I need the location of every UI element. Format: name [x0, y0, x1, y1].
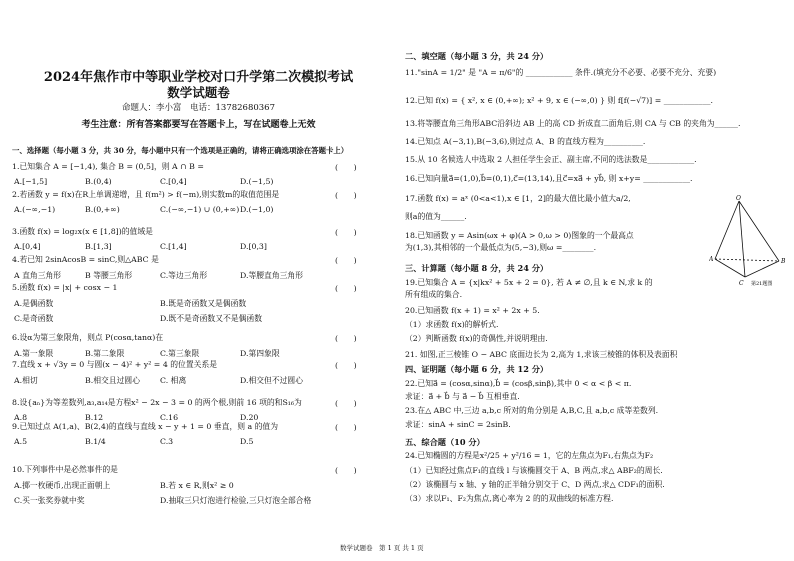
- section-proof-heading: 四、证明题（每小题 6 分，共 12 分）: [405, 364, 549, 374]
- choice-option: A.(−∞,−1): [14, 205, 56, 214]
- choice-question-2: 2.若函数 y = f(x)在R上单调递增，且 f(m²) > f(−m),则实数m的取值范围是: [12, 190, 280, 199]
- choice-option: D.5: [240, 437, 254, 446]
- fill-question-17-cont: 则a的值为______.: [405, 212, 467, 221]
- section-choice-heading: 一、选择题（每小题 3 分，共 30 分，每小题中只有一个选项是正确的，请将正确选项涂在答题卡上）: [12, 146, 349, 155]
- choice-option: A.掷一枚硬币,出现正面朝上: [14, 481, 111, 490]
- choice-option: D.既不是奇函数又不是偶函数: [160, 314, 263, 323]
- choice-option: C.等边三角形: [160, 271, 208, 280]
- answer-paren: ( ): [335, 399, 357, 408]
- edge-cb: [745, 261, 779, 277]
- choice-question-9: 9.已知过点 A(1,a)、B(2,4)的直线与直线 x − y + 1 = 0 垂直，则 a 的值为: [12, 422, 279, 431]
- comp-question-24: 24.已知椭圆的方程是x²/25 + y²/16 = 1，它的左焦点为F₁,右焦点为F₂: [405, 451, 654, 460]
- answer-paren: ( ): [335, 423, 357, 432]
- label-c: C: [739, 280, 744, 287]
- answer-paren: ( ): [335, 284, 357, 293]
- choice-question-6: 6.设α为第三象限角，则点 P(cosα,tanα)在: [12, 333, 164, 342]
- choice-question-5: 5.函数 f(x) = |x| + cosx − 1: [12, 283, 118, 292]
- choice-option: B.12: [85, 413, 104, 422]
- choice-option: B.1/4: [85, 437, 106, 446]
- choice-option: B.若 x ∈ R,则x² ≥ 0: [160, 481, 234, 490]
- answer-paren: ( ): [335, 361, 357, 370]
- choice-option: C.是奇函数: [14, 314, 54, 323]
- choice-option: D.相交但不过圆心: [240, 376, 304, 385]
- choice-option: D.抽取三只灯泡进行检验,三只灯泡全部合格: [160, 496, 312, 505]
- fill-question-12: 12.已知 f(x) = { x², x ∈ (0,+∞); x² + 9, x ∈ (−∞,0) } 则 f[f(−√7)] = ____________.: [405, 96, 713, 105]
- choice-option: C.16: [160, 413, 179, 422]
- proof-question-23-cont: 求证：sinA + sinC = 2sinB.: [405, 420, 511, 429]
- section-comprehensive-heading: 五、综合题（10 分）: [405, 437, 485, 447]
- choice-option: C.[0,4]: [160, 177, 187, 186]
- edge-ab-hidden: [715, 259, 779, 261]
- choice-option: A.8: [14, 413, 28, 422]
- choice-option: D.20: [240, 413, 259, 422]
- answer-paren: ( ): [335, 334, 357, 343]
- answer-paren: ( ): [335, 163, 357, 172]
- choice-option: B.(0,+∞): [85, 205, 120, 214]
- page-footer: 数学试题卷 第 1 页 共 1 页: [340, 544, 424, 552]
- edge-ac: [715, 259, 745, 277]
- calc-question-19-cont: 所有组成的集合.: [405, 290, 463, 299]
- choice-option: C.(−∞,−1) ∪ (0,+∞): [160, 205, 240, 214]
- fill-question-13: 13.将等腰直角三角形ABC沿斜边 AB 上的高 CD 折成直二面角后,则 CA 与 CB 的夹角为______.: [405, 119, 741, 128]
- choice-question-1: 1.已知集合 A = [−1,4), 集合 B = (0,5]，则 A ∩ B =: [12, 162, 204, 171]
- label-b: B: [781, 258, 786, 265]
- calc-question-20-part1: （1）求函数 f(x)的解析式.: [405, 320, 499, 329]
- fill-question-16: 16.已知向量a⃗=(1,0),b⃗=(0,1),c⃗=(13,14),且c⃗=xa⃗ + yb⃗, 则 x+y= ____________.: [405, 174, 693, 183]
- choice-option: C.第三象限: [160, 349, 200, 358]
- pyramid-figure: [709, 195, 789, 295]
- proof-question-22: 22.已知a⃗ = (cosα,sinα),b⃗ = (cosβ,sinβ),其中 0 < α < β < π.: [405, 379, 632, 388]
- choice-option: A 直角三角形: [14, 271, 62, 280]
- proof-question-22-cont: 求证：a⃗ + b⃗ 与 a⃗ − b⃗ 互相垂直.: [405, 392, 520, 401]
- comp-question-24-part3: （3）求以F₁、F₂为焦点,离心率为 2 的的双曲线的标准方程.: [405, 494, 614, 503]
- choice-question-8: 8.设{aₙ}为等差数列,a₃,a₁₄是方程x² − 2x − 3 = 0 的两个根,则前 16 项的和S₁₆为: [12, 398, 302, 407]
- comp-question-24-part1: （1）已知经过焦点F₁的直线 l 与该椭圆交于 A、B 两点,求△ ABF₂的周长.: [405, 466, 663, 475]
- answer-paren: ( ): [335, 191, 357, 200]
- choice-question-7: 7.直线 x + √3y = 0 与圆(x − 4)² + y² = 4 的位置关系是: [12, 360, 218, 369]
- choice-option: B.第二象限: [85, 349, 125, 358]
- section-fill-heading: 二、填空题（每小题 3 分，共 24 分）: [405, 51, 549, 61]
- choice-option: B.既是奇函数又是偶函数: [160, 299, 247, 308]
- fill-question-17: 17.函数 f(x) = aˣ (0<a<1),x ∈ [1，2]的最大值比最小值大a/2,: [405, 194, 631, 203]
- choice-option: C. 相离: [160, 376, 187, 385]
- fill-question-14: 14.已知点 A(−3,1),B(−3,6),则过点 A、B 的直线方程为__________.: [405, 137, 646, 146]
- exam-title: 2024年焦作市中等职业学校对口升学第二次模拟考试: [43, 70, 354, 85]
- choice-option: B.相交且过圆心: [85, 376, 140, 385]
- answer-paren: ( ): [335, 228, 357, 237]
- exam-subtitle: 数学试题卷: [167, 85, 230, 100]
- section-calc-heading: 三、计算题（每小题 8 分，共 24 分）: [405, 263, 549, 273]
- fill-question-18: 18.已知函数 y = Asin(ωx + φ)(A > 0,ω > 0)图象的一个最高点: [405, 231, 634, 240]
- choice-option: B 等腰三角形: [85, 271, 133, 280]
- choice-option: C.[1,4]: [160, 242, 187, 251]
- choice-option: D.第四象限: [240, 349, 280, 358]
- calc-question-21: 21. 如图,正三棱锥 O − ABC 底面边长为 2,高为 1,求该三棱锥的体积及表面积: [405, 350, 678, 359]
- author-meta: 命题人：李小富 电话：13782680367: [122, 103, 275, 113]
- choice-option: A.5: [14, 437, 28, 446]
- calc-question-20: 20.已知函数 f(x + 1) = x² + 2x + 5.: [405, 306, 540, 315]
- calc-question-19: 19.已知集合 A = {x|kx² + 5x + 2 = 0}, 若 A ≠ ∅,且 k ∈ N,求 k 的: [405, 278, 653, 287]
- edge-ob: [739, 201, 779, 261]
- choice-question-4: 4.若已知 2sinAcosB = sinC,则△ABC 是: [12, 255, 159, 264]
- edge-oa: [715, 201, 739, 259]
- choice-option: A.[−1,5]: [14, 177, 48, 186]
- fill-question-15: 15.从 10 名候选人中选取 2 人担任学生会正、副主席,不同的选法数是____________.: [405, 155, 697, 164]
- exam-notice: 考生注意：所有答案都要写在答题卡上，写在试题卷上无效: [81, 120, 316, 130]
- figure-caption: 第21题图: [751, 281, 773, 287]
- fill-question-11: 11."sinA = 1/2" 是 "A = π/6"的 ____________ 条件.(填充分不必要、必要不充分、充要): [405, 68, 717, 77]
- answer-paren: ( ): [335, 256, 357, 265]
- choice-question-10: 10.下列事件中是必然事件的是: [12, 465, 118, 474]
- choice-option: C.3: [160, 437, 174, 446]
- choice-option: A.相切: [14, 376, 38, 385]
- choice-option: B.(0,4): [85, 177, 112, 186]
- choice-option: C.买一张奖券就中奖: [14, 496, 85, 505]
- label-o: O: [736, 195, 741, 202]
- label-a: A: [709, 256, 714, 263]
- choice-option: B.[1,3]: [85, 242, 112, 251]
- choice-option: D.等腰直角三角形: [240, 271, 304, 280]
- answer-paren: ( ): [335, 466, 357, 475]
- fill-question-18-cont: 为(1,3),其相邻的一个最低点为(5,−3),则ω =________.: [405, 243, 597, 252]
- choice-option: A.第一象限: [14, 349, 54, 358]
- proof-question-23: 23.在△ ABC 中,三边 a,b,c 所对的角分别是 A,B,C,且 a,b,c 成等差数列.: [405, 406, 659, 415]
- choice-question-3: 3.函数 f(x) = log₂x(x ∈ [1,8])的值域是: [12, 227, 153, 236]
- choice-option: A.是偶函数: [14, 299, 54, 308]
- calc-question-20-part2: （2）判断函数 f(x)的奇偶性,并说明理由.: [405, 334, 548, 343]
- choice-option: D.(−1,5): [240, 177, 274, 186]
- comp-question-24-part2: （2）该椭圆与 x 轴、y 轴的正半轴分别交于 C、D 两点,求△ CDF₁的面积.: [405, 480, 665, 489]
- choice-option: D.[0,3]: [240, 242, 267, 251]
- choice-option: A.[0,4]: [14, 242, 41, 251]
- choice-option: D.(−1,0): [240, 205, 274, 214]
- edge-oc: [739, 201, 745, 277]
